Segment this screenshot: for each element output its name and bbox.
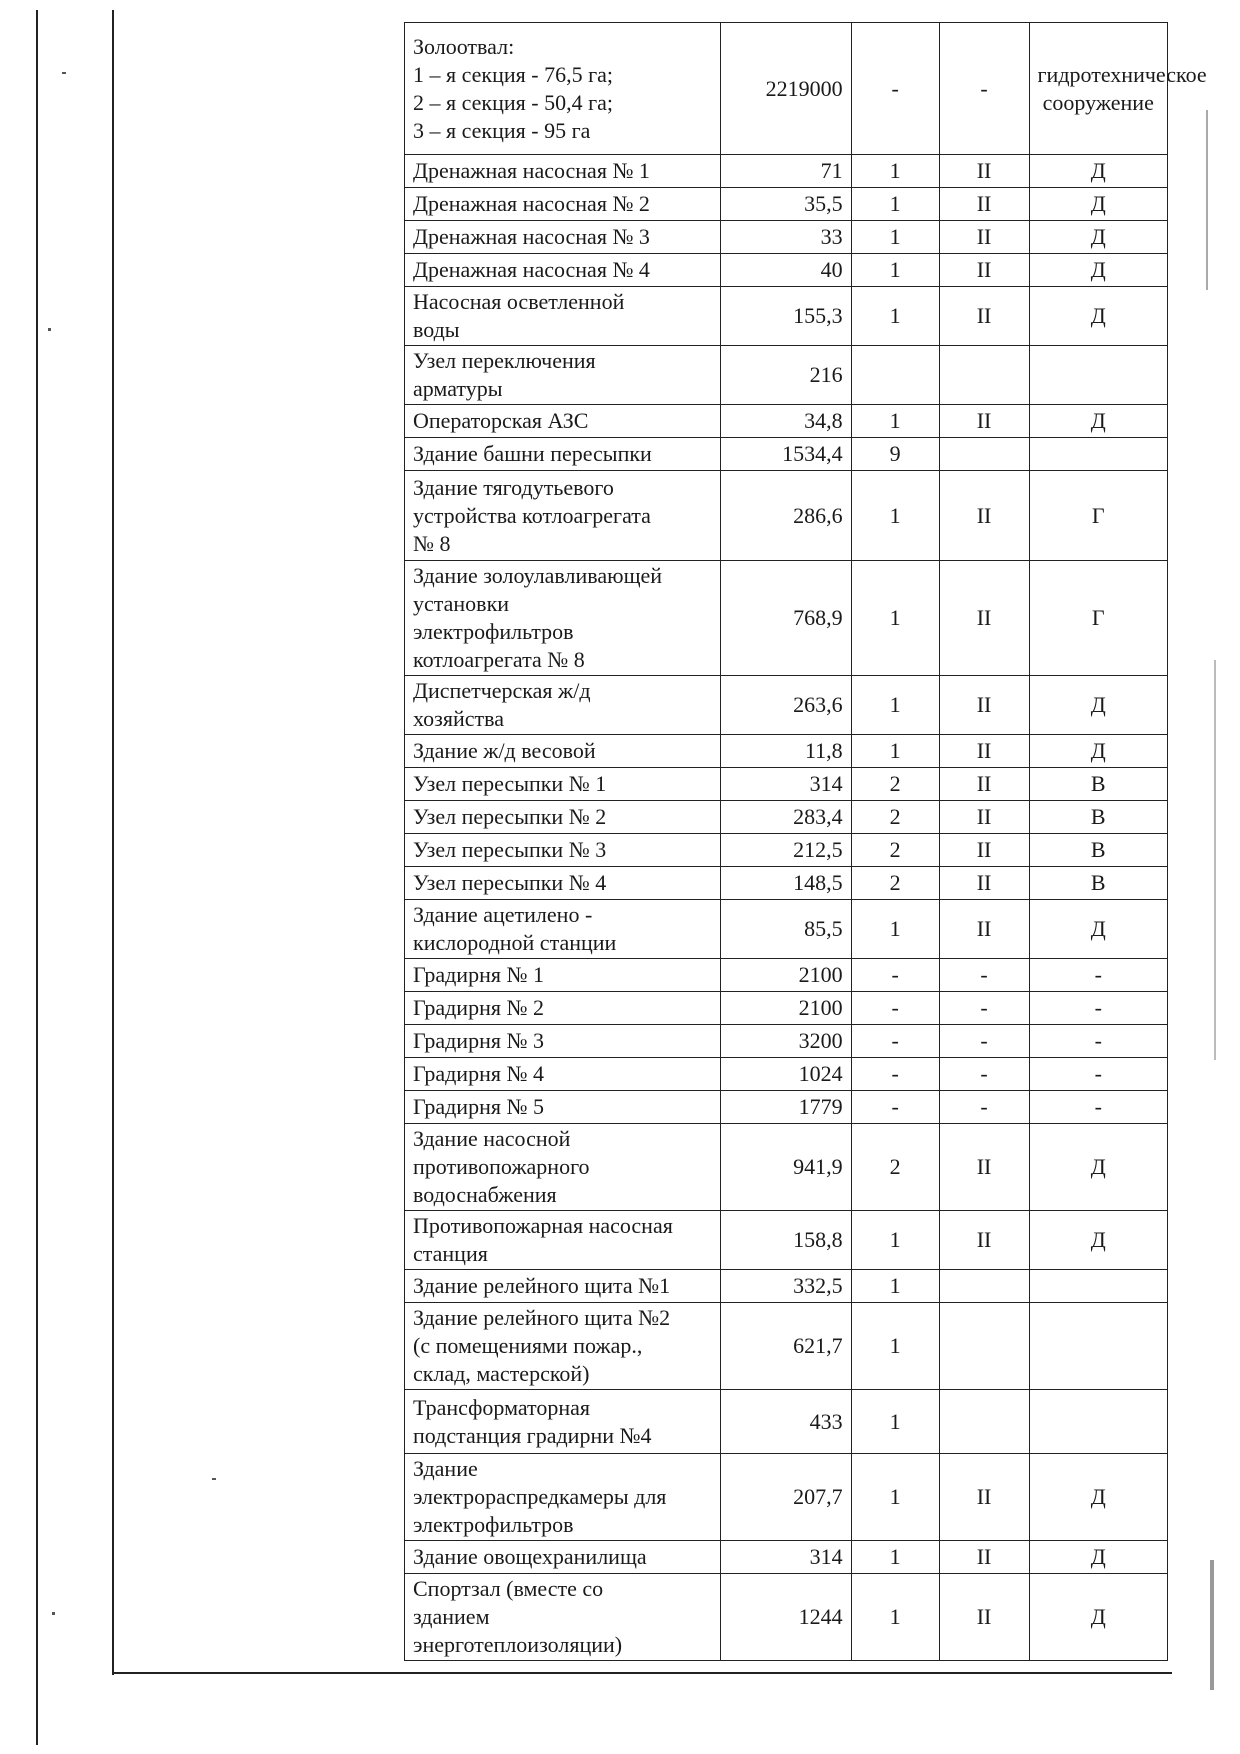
table-row [405, 1091, 1168, 1124]
building-name-cell [405, 221, 721, 254]
left-margin-rule [36, 10, 38, 1745]
floors-cell: 1 [851, 735, 939, 768]
floors-cell: 2 [851, 768, 939, 801]
building-name-cell [405, 1058, 721, 1091]
table-row [405, 405, 1168, 438]
category-cell: - [1029, 1091, 1167, 1124]
fire-rating-cell: II [939, 155, 1029, 188]
building-name-line: установки [413, 591, 510, 616]
table-row [405, 1574, 1168, 1661]
fire-rating-cell: II [939, 471, 1029, 561]
category-cell: В [1029, 867, 1167, 900]
floors-cell: 1 [851, 676, 939, 735]
area-cell: 286,6 [721, 471, 851, 561]
table-row [405, 1124, 1168, 1211]
area-cell: 1779 [721, 1091, 851, 1124]
table-row [405, 254, 1168, 287]
category-cell: Г [1029, 561, 1167, 676]
building-name-cell [405, 287, 721, 346]
building-name-line: электрофильтров [413, 1512, 574, 1537]
buildings-table-body [405, 23, 1207, 1661]
category-cell: Д [1029, 676, 1167, 735]
category-cell: - [1029, 992, 1167, 1025]
fire-rating-cell: II [939, 405, 1029, 438]
area-cell: 314 [721, 1541, 851, 1574]
building-name-line: котлоагрегата № 8 [413, 647, 585, 672]
building-name-line: (с помещениями пожар., [413, 1333, 643, 1358]
building-name-line: Узел пересыпки № 4 [413, 870, 607, 895]
floors-cell: 1 [851, 900, 939, 959]
floors-cell: 2 [851, 867, 939, 900]
category-cell: Д [1029, 900, 1167, 959]
category-cell [1029, 1270, 1167, 1303]
bottom-frame-rule [112, 1672, 1172, 1674]
building-name-cell [405, 405, 721, 438]
buildings-table [404, 22, 1207, 1661]
table-row [405, 438, 1168, 471]
floors-cell: 1 [851, 188, 939, 221]
building-name-line: Градирня № 5 [413, 1094, 544, 1119]
fire-rating-cell: II [939, 768, 1029, 801]
building-name-cell [405, 676, 721, 735]
floors-cell: 1 [851, 1574, 939, 1661]
building-name-line: склад, мастерской) [413, 1361, 590, 1386]
table-row [405, 1303, 1168, 1390]
category-cell: Д [1029, 254, 1167, 287]
building-name-line: Здание релейного щита №1 [413, 1273, 671, 1298]
category-cell: Д [1029, 1541, 1167, 1574]
table-row [405, 801, 1168, 834]
building-name-cell [405, 346, 721, 405]
category-cell: - [1029, 1058, 1167, 1091]
floors-cell: - [851, 992, 939, 1025]
area-cell: 1534,4 [721, 438, 851, 471]
area-cell: 433 [721, 1390, 851, 1454]
fire-rating-cell: II [939, 900, 1029, 959]
table-row [405, 188, 1168, 221]
category-cell [1029, 1390, 1167, 1454]
area-cell: 621,7 [721, 1303, 851, 1390]
building-name-cell [405, 1025, 721, 1058]
fire-rating-cell: II [939, 867, 1029, 900]
category-cell [1029, 1303, 1167, 1390]
area-cell: 216 [721, 346, 851, 405]
table-row [405, 1390, 1168, 1454]
fire-rating-cell: II [939, 1124, 1029, 1211]
scan-speck [1214, 660, 1216, 1060]
building-name-cell [405, 1574, 721, 1661]
table-row [405, 155, 1168, 188]
floors-cell: - [851, 1091, 939, 1124]
building-name-cell [405, 834, 721, 867]
fire-rating-cell: II [939, 1574, 1029, 1661]
fire-rating-cell: - [939, 23, 1029, 155]
area-cell: 332,5 [721, 1270, 851, 1303]
scan-speck [212, 1478, 216, 1480]
category-cell: Г [1029, 471, 1167, 561]
building-name-line: Насосная осветленной [413, 289, 625, 314]
category-cell: Д [1029, 405, 1167, 438]
table-row [405, 1541, 1168, 1574]
building-name-line: Диспетчерская ж/д [413, 678, 591, 703]
table-row [405, 676, 1168, 735]
building-name-line: Здание башни пересыпки [413, 441, 652, 466]
building-name-line: № 8 [413, 530, 451, 556]
building-name-line: Дренажная насосная № 3 [413, 224, 650, 249]
building-name-line: Здание овощехранилища [413, 1544, 647, 1569]
area-cell: 3200 [721, 1025, 851, 1058]
fire-rating-cell [939, 1270, 1029, 1303]
table-row [405, 561, 1168, 676]
fire-rating-cell: - [939, 1025, 1029, 1058]
area-cell: 35,5 [721, 188, 851, 221]
floors-cell: - [851, 23, 939, 155]
building-name-line: подстанция градирни №4 [413, 1422, 652, 1448]
area-cell: 40 [721, 254, 851, 287]
building-name-cell [405, 1270, 721, 1303]
floors-cell: 1 [851, 287, 939, 346]
area-cell: 207,7 [721, 1454, 851, 1541]
building-name-line: зданием [413, 1604, 490, 1629]
fire-rating-cell [939, 346, 1029, 405]
floors-cell: 2 [851, 834, 939, 867]
building-name-line: Здание [413, 1456, 478, 1481]
building-name-line: Здание ж/д весовой [413, 738, 596, 763]
fire-rating-cell [939, 1390, 1029, 1454]
fire-rating-cell: II [939, 221, 1029, 254]
area-cell: 768,9 [721, 561, 851, 676]
floors-cell: 1 [851, 1454, 939, 1541]
building-name-line: Здание насосной [413, 1126, 571, 1151]
building-name-line: электрораспредкамеры для [413, 1484, 667, 1509]
floors-cell: 1 [851, 221, 939, 254]
building-name-line: арматуры [413, 376, 503, 401]
area-cell: 314 [721, 768, 851, 801]
floors-cell: 1 [851, 471, 939, 561]
fire-rating-cell: II [939, 1454, 1029, 1541]
building-name-cell [405, 959, 721, 992]
fire-rating-cell: - [939, 1091, 1029, 1124]
building-name-cell [405, 23, 721, 155]
floors-cell: 1 [851, 1303, 939, 1390]
area-cell: 2219000 [721, 23, 851, 155]
building-name-cell [405, 188, 721, 221]
fire-rating-cell: II [939, 1211, 1029, 1270]
building-name-line: Золоотвал: [413, 33, 515, 59]
building-name-line: Градирня № 1 [413, 962, 544, 987]
area-cell: 85,5 [721, 900, 851, 959]
scan-speck [1206, 110, 1208, 290]
building-name-cell [405, 768, 721, 801]
fire-rating-cell: - [939, 959, 1029, 992]
building-name-line: воды [413, 317, 460, 342]
building-name-line: Противопожарная насосная [413, 1213, 673, 1238]
table-row [405, 1058, 1168, 1091]
category-cell [1029, 438, 1167, 471]
scan-speck [52, 1612, 55, 1615]
building-name-line: энерготеплоизоляции) [413, 1632, 623, 1657]
building-name-cell [405, 561, 721, 676]
fire-rating-cell [939, 438, 1029, 471]
category-cell: Д [1029, 1574, 1167, 1661]
fire-rating-cell: II [939, 834, 1029, 867]
building-name-cell [405, 1303, 721, 1390]
floors-cell: 1 [851, 1390, 939, 1454]
area-cell: 1024 [721, 1058, 851, 1091]
fire-rating-cell: - [939, 992, 1029, 1025]
table-row [405, 834, 1168, 867]
building-name-line: Здание тягодутьевого [413, 474, 614, 500]
building-name-line: водоснабжения [413, 1182, 557, 1207]
fire-rating-cell: II [939, 676, 1029, 735]
fire-rating-cell [939, 1303, 1029, 1390]
building-name-line: устройства котлоагрегата [413, 502, 651, 528]
scan-speck [1210, 1560, 1214, 1690]
category-cell: - [1029, 959, 1167, 992]
building-name-line: хозяйства [413, 706, 504, 731]
building-name-line: Дренажная насосная № 4 [413, 257, 650, 282]
fire-rating-cell: II [939, 1541, 1029, 1574]
table-row [405, 471, 1168, 561]
building-name-cell [405, 801, 721, 834]
fire-rating-cell: II [939, 188, 1029, 221]
building-name-cell [405, 1124, 721, 1211]
floors-cell: - [851, 1025, 939, 1058]
building-name-cell [405, 992, 721, 1025]
table-row [405, 992, 1168, 1025]
table-row [405, 1270, 1168, 1303]
area-cell: 212,5 [721, 834, 851, 867]
category-cell: Д [1029, 1211, 1167, 1270]
floors-cell: 1 [851, 155, 939, 188]
table-row [405, 1454, 1168, 1541]
building-name-line: 3 – я секция - 95 га [413, 117, 591, 143]
area-cell: 1244 [721, 1574, 851, 1661]
floors-cell: 2 [851, 1124, 939, 1211]
floors-cell: 9 [851, 438, 939, 471]
building-name-line: Здание золоулавливающей [413, 563, 663, 588]
building-name-cell [405, 735, 721, 768]
fire-rating-cell: II [939, 801, 1029, 834]
building-name-cell [405, 254, 721, 287]
floors-cell: 1 [851, 405, 939, 438]
table-row [405, 287, 1168, 346]
building-name-line: 2 – я секция - 50,4 га; [413, 89, 613, 115]
building-name-cell [405, 1454, 721, 1541]
floors-cell: 1 [851, 1211, 939, 1270]
table-row [405, 867, 1168, 900]
fire-rating-cell: II [939, 254, 1029, 287]
fire-rating-cell: II [939, 561, 1029, 676]
area-cell: 33 [721, 221, 851, 254]
area-cell: 11,8 [721, 735, 851, 768]
building-name-cell [405, 1091, 721, 1124]
building-name-line: Градирня № 4 [413, 1061, 544, 1086]
floors-cell: 1 [851, 561, 939, 676]
building-name-line: противопожарного [413, 1154, 590, 1179]
table-row [405, 735, 1168, 768]
building-name-cell [405, 1541, 721, 1574]
area-cell: 2100 [721, 959, 851, 992]
area-cell: 34,8 [721, 405, 851, 438]
table-row [405, 221, 1168, 254]
building-name-line: Здание ацетилено - [413, 902, 593, 927]
category-cell: Д [1029, 287, 1167, 346]
category-cell: Д [1029, 1454, 1167, 1541]
table-row [405, 900, 1168, 959]
building-name-line: Трансформаторная [413, 1394, 591, 1420]
floors-cell: 2 [851, 801, 939, 834]
building-name-cell [405, 471, 721, 561]
building-name-line: 1 – я секция - 76,5 га; [413, 61, 613, 87]
category-cell: В [1029, 768, 1167, 801]
category-cell [1029, 346, 1167, 405]
scan-speck [48, 328, 51, 331]
area-cell: 941,9 [721, 1124, 851, 1211]
building-name-cell [405, 900, 721, 959]
fire-rating-cell: - [939, 1058, 1029, 1091]
floors-cell: 1 [851, 1270, 939, 1303]
building-name-line: Узел пересыпки № 2 [413, 804, 607, 829]
building-name-cell [405, 1390, 721, 1454]
category-cell: Д [1029, 188, 1167, 221]
building-name-cell [405, 155, 721, 188]
area-cell: 71 [721, 155, 851, 188]
table-row [405, 1025, 1168, 1058]
category-cell: В [1029, 834, 1167, 867]
table-row [405, 346, 1168, 405]
area-cell: 2100 [721, 992, 851, 1025]
building-name-line: Градирня № 3 [413, 1028, 544, 1053]
floors-cell: 1 [851, 254, 939, 287]
fire-rating-cell: II [939, 735, 1029, 768]
floors-cell: 1 [851, 1541, 939, 1574]
table-row [405, 959, 1168, 992]
building-name-cell [405, 438, 721, 471]
building-name-cell [405, 1211, 721, 1270]
floors-cell [851, 346, 939, 405]
building-name-line: станция [413, 1241, 488, 1266]
category-cell: Д [1029, 735, 1167, 768]
table-row [405, 1211, 1168, 1270]
building-name-line: Спортзал (вместе со [413, 1576, 604, 1601]
area-cell: 158,8 [721, 1211, 851, 1270]
building-name-line: Здание релейного щита №2 [413, 1305, 671, 1330]
area-cell: 148,5 [721, 867, 851, 900]
left-frame-rule [112, 10, 114, 1675]
building-name-line: Дренажная насосная № 2 [413, 191, 650, 216]
category-cell: Д [1029, 221, 1167, 254]
building-name-line: Узел пересыпки № 3 [413, 837, 607, 862]
table-row [405, 23, 1168, 155]
scan-speck [62, 72, 66, 74]
area-cell: 283,4 [721, 801, 851, 834]
floors-cell: - [851, 1058, 939, 1091]
building-name-line: Градирня № 2 [413, 995, 544, 1020]
building-name-line: электрофильтров [413, 619, 574, 644]
building-name-line: Узел пересыпки № 1 [413, 771, 607, 796]
building-name-line: кислородной станции [413, 930, 617, 955]
area-cell: 263,6 [721, 676, 851, 735]
category-cell: Д [1029, 155, 1167, 188]
category-cell: Д [1029, 1124, 1167, 1211]
fire-rating-cell: II [939, 287, 1029, 346]
category-cell: - [1029, 1025, 1167, 1058]
area-cell: 155,3 [721, 287, 851, 346]
category-cell: В [1029, 801, 1167, 834]
building-name-line: Операторская АЗС [413, 408, 589, 433]
table-row [405, 768, 1168, 801]
floors-cell: - [851, 959, 939, 992]
category-cell: гидротехническое сооружение [1029, 23, 1167, 155]
building-name-cell [405, 867, 721, 900]
building-name-line: Дренажная насосная № 1 [413, 158, 650, 183]
building-name-line: Узел переключения [413, 348, 596, 373]
